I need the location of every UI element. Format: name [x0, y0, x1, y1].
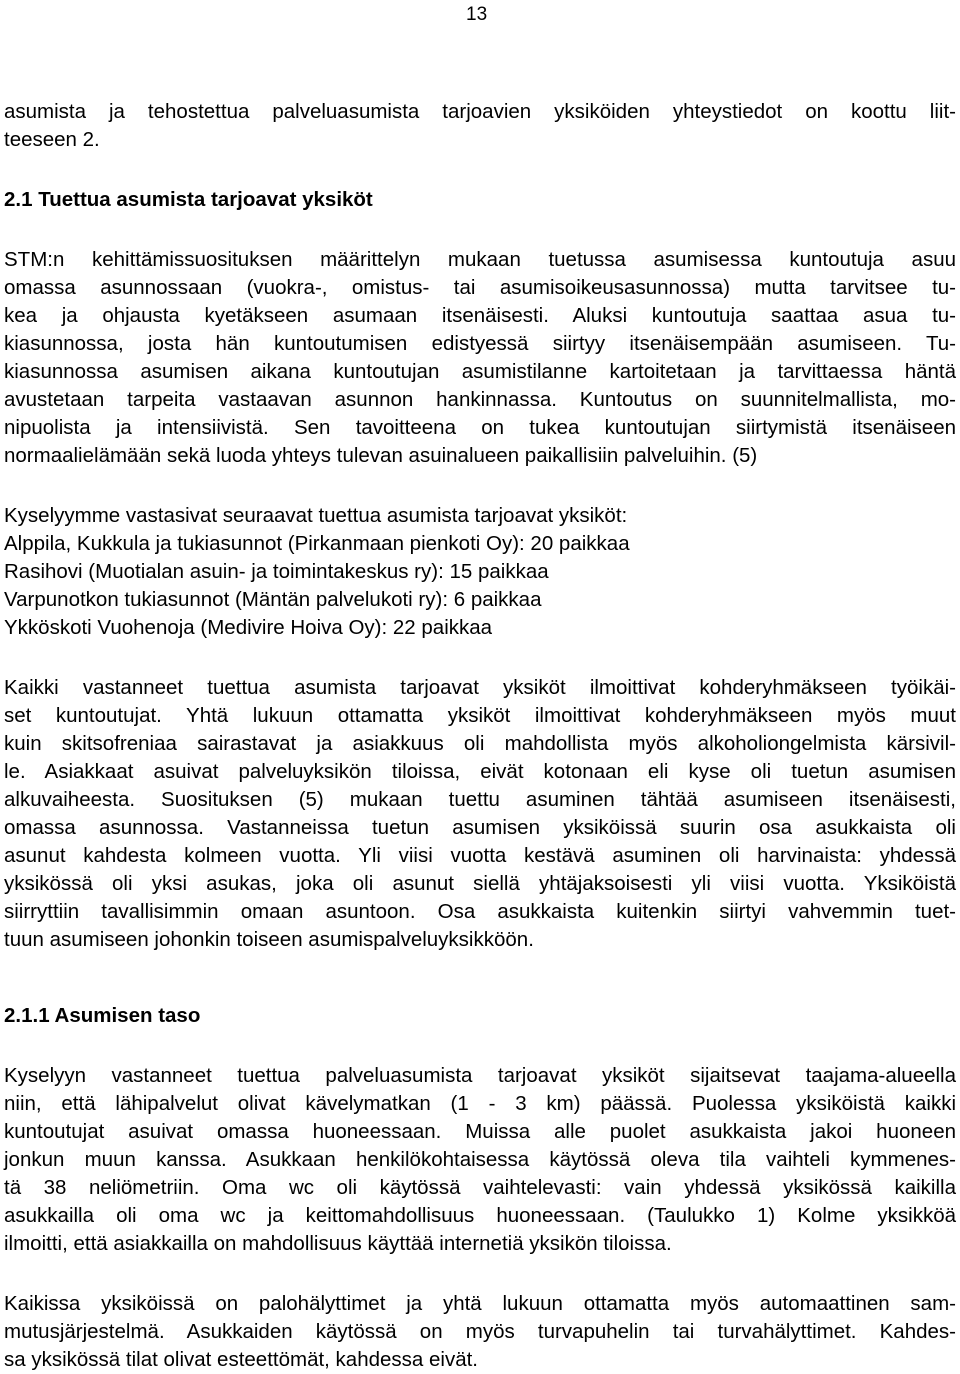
list-item: Rasihovi (Muotialan asuin- ja toimintakeskus ry): 15 paikkaa [4, 560, 549, 583]
text-line: yksikössä oli yksi asukas, joka oli asunut siellä yhtäjaksoisesti yli viisi vuotta. Yksiköistä [4, 872, 956, 895]
text-line: avustetaan tarpeita vastaavan asunnon hankinnassa. Kuntoutus on suunnitelmallista, mo- [4, 388, 956, 411]
text-line: Kaikki vastanneet tuettua asumista tarjoavat yksiköt ilmoittivat kohderyhmäkseen työikäi- [4, 676, 956, 699]
text-line: kuntoutujat asuivat omassa huoneessaan. Muissa alle puolet asukkaista jakoi huoneen [4, 1120, 956, 1143]
text-line: kiasunnossa, josta hän kuntoutumisen edistyessä siirtyy itsenäisempään asumiseen. Tu- [4, 332, 956, 355]
paragraph [4, 1062, 956, 1258]
text-line: kea ja ohjausta kyetäkseen asumaan itsenäisesti. Aluksi kuntoutuja saattaa asua tu- [4, 304, 956, 327]
text-line: teeseen 2. [4, 128, 100, 151]
text-line: tuun asumiseen johonkin toiseen asumispalveluyksikköön. [4, 928, 534, 951]
text-line: kuin skitsofreniaa sairastavat ja asiakkuus oli mahdollista myös alkoholiongelmista kärsivil- [4, 732, 956, 755]
text-line: Kyselyymme vastasivat seuraavat tuettua asumista tarjoavat yksiköt: [4, 504, 628, 527]
paragraph [4, 246, 956, 470]
list-item: Alppila, Kukkula ja tukiasunnot (Pirkanmaan pienkoti Oy): 20 paikkaa [4, 532, 630, 555]
paragraph [4, 674, 956, 954]
text-line: siirryttiin tavallisimmin omaan asuntoon. Osa asukkaista kuitenkin siirtyi vahvemmin tuet- [4, 900, 956, 923]
text-line: mutusjärjestelmä. Asukkaiden käytössä on myös turvapuhelin tai turvahälyttimet. Kahdes- [4, 1320, 956, 1343]
subsection-heading: 2.1.1 Asumisen taso [4, 1004, 201, 1027]
text-line: sa yksikössä tilat olivat esteettömät, kahdessa eivät. [4, 1348, 479, 1371]
text-line: Kaikissa yksiköissä on palohälyttimet ja yhtä lukuun ottamatta myös automaattinen sam- [4, 1292, 956, 1315]
paragraph [4, 98, 956, 154]
text-line: STM:n kehittämissuosituksen määrittelyn mukaan tuetussa asumisessa kuntoutuja asuu [4, 248, 956, 271]
text-line: tä 38 neliömetriin. Oma wc oli käytössä vaihtelevasti: vain yhdessä yksikössä kaikilla [4, 1176, 956, 1199]
text-line: omassa asunnossaan (vuokra-, omistus- tai asumisoikeusasunnossa) mutta tarvitsee tu- [4, 276, 956, 299]
text-line: normaalielämään sekä luoda yhteys tulevan asuinalueen paikallisiin palveluihin. (5) [4, 444, 758, 467]
list-item: Varpunotkon tukiasunnot (Mäntän palvelukoti ry): 6 paikkaa [4, 588, 542, 611]
page-number: 13 [466, 4, 488, 25]
text-line: set kuntoutujat. Yhtä lukuun ottamatta yksiköt ilmoittivat kohderyhmäkseen myös muut [4, 704, 956, 727]
text-line: kiasunnossa asumisen aikana kuntoutujan asumistilanne kartoitetaan ja tarvittaessa häntä [4, 360, 956, 383]
text-line: le. Asiakkaat asuivat palveluyksikön tiloissa, eivät kotonaan eli kyse oli tuetun asumisen [4, 760, 956, 783]
text-line: Kyselyyn vastanneet tuettua palveluasumista tarjoavat yksiköt sijaitsevat taajama-alueella [4, 1064, 956, 1087]
text-line: jonkun muun kanssa. Asukkaan henkilökohtaisessa käytössä oleva tila vaihteli kymmenes- [4, 1148, 956, 1171]
text-line: nipuolista ja intensiivistä. Sen tavoitteena on tukea kuntoutujan siirtymistä itsenäiseen [4, 416, 956, 439]
text-line: asukkailla oli oma wc ja keittomahdollisuus huoneessaan. (Taulukko 1) Kolme yksikköä [4, 1204, 956, 1227]
text-line: omassa asunnossa. Vastanneissa tuetun asumisen yksiköissä suurin osa asukkaista oli [4, 816, 956, 839]
text-line: asumista ja tehostettua palveluasumista tarjoavien yksiköiden yhteystiedot on koottu liit- [4, 100, 956, 123]
list-item: Ykköskoti Vuohenoja (Medivire Hoiva Oy): 22 paikkaa [4, 616, 493, 639]
text-line: asunut kahdesta kolmeen vuotta. Yli viisi vuotta kestävä asuminen oli harvinaista: yhdessä [4, 844, 956, 867]
paragraph [4, 1290, 956, 1374]
unit-list [4, 502, 956, 642]
section-heading: 2.1 Tuettua asumista tarjoavat yksiköt [4, 188, 373, 211]
text-line: ilmoitti, että asiakkailla on mahdollisuus käyttää internetiä yksikön tiloissa. [4, 1232, 672, 1255]
text-line: alkuvaiheesta. Suosituksen (5) mukaan tuettu asuminen tähtää asumiseen itsenäisesti, [4, 788, 956, 811]
text-line: niin, että lähipalvelut olivat kävelymatkan (1 - 3 km) päässä. Puolessa yksiköistä kaikki [4, 1092, 956, 1115]
document-body [4, 98, 956, 1374]
